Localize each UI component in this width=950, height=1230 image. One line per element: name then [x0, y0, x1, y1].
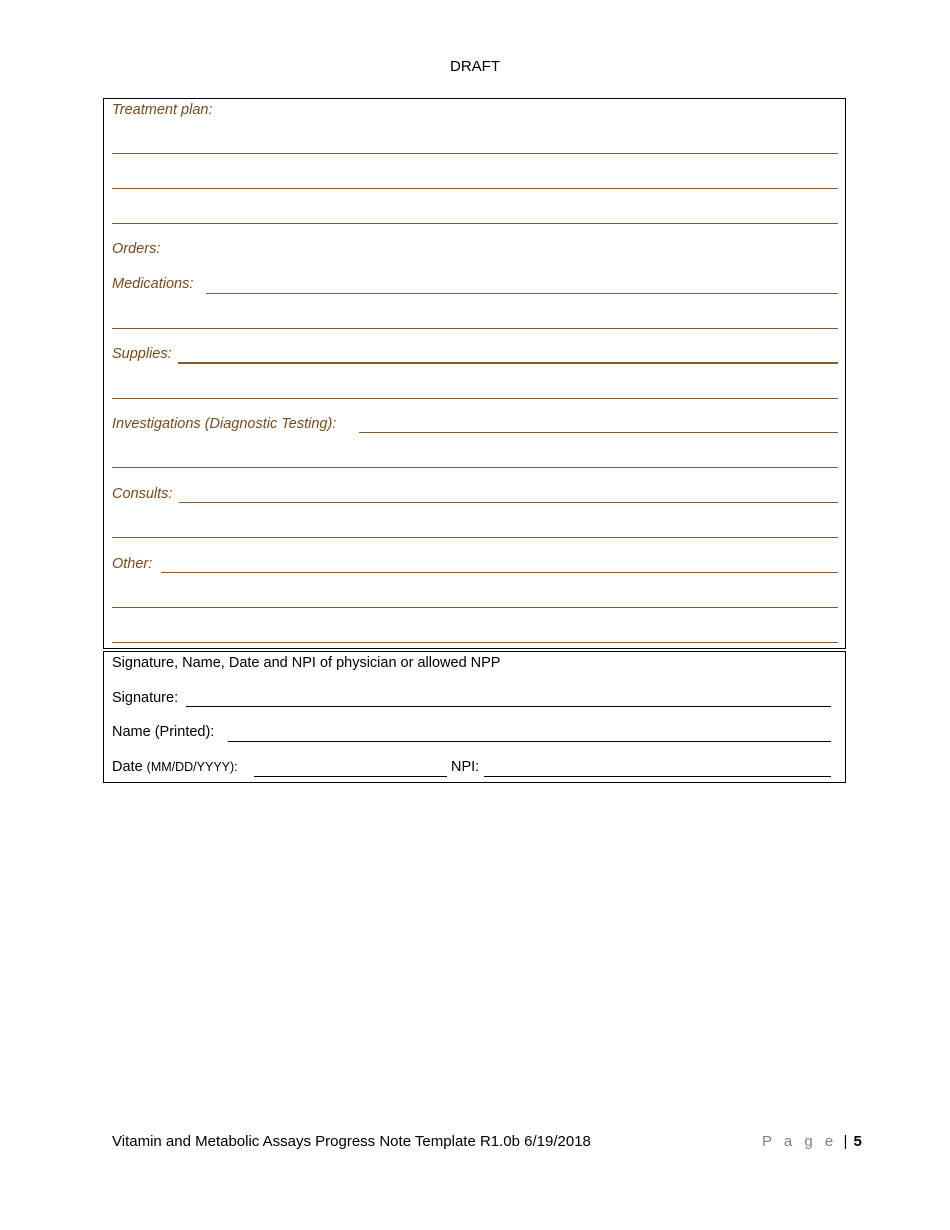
other-line-3[interactable] — [112, 642, 838, 643]
date-label — [112, 759, 238, 775]
name-printed-line[interactable] — [228, 741, 831, 742]
name-printed-label: Name (Printed): — [112, 724, 215, 740]
consults-label: Consults: — [112, 486, 173, 502]
medications-line-1[interactable] — [206, 293, 838, 294]
treatment-plan-line-2[interactable] — [112, 188, 838, 189]
medications-line-2[interactable] — [112, 328, 838, 329]
treatment-plan-label: Treatment plan: — [112, 102, 213, 118]
orders-label: Orders: — [112, 241, 161, 257]
date-line[interactable] — [254, 776, 447, 777]
page-number: 5 — [853, 1133, 862, 1150]
npi-label: NPI: — [451, 759, 480, 775]
treatment-plan-line-1[interactable] — [112, 153, 838, 154]
consults-line-1[interactable] — [179, 502, 838, 503]
other-line-1[interactable] — [161, 572, 838, 573]
supplies-line-2[interactable] — [112, 398, 838, 399]
signature-line[interactable] — [186, 706, 831, 707]
page-word: P a g e — [762, 1133, 838, 1150]
footer-page-indicator — [762, 1133, 862, 1150]
other-line-2[interactable] — [112, 607, 838, 608]
date-format-hint: (MM/DD/YYYY): — [146, 760, 238, 774]
investigations-line-2[interactable] — [112, 467, 838, 468]
treatment-plan-section — [103, 98, 846, 649]
npi-line[interactable] — [484, 776, 831, 777]
page-separator: | — [843, 1133, 848, 1150]
investigations-label: Investigations (Diagnostic Testing): — [112, 416, 337, 432]
footer-document-title: Vitamin and Metabolic Assays Progress Note Template R1.0b 6/19/2018 — [112, 1133, 591, 1150]
draft-header: DRAFT — [450, 58, 500, 75]
date-label-text: Date — [112, 759, 143, 775]
consults-line-2[interactable] — [112, 537, 838, 538]
other-label: Other: — [112, 556, 153, 572]
treatment-plan-line-3[interactable] — [112, 223, 838, 224]
signature-label: Signature: — [112, 690, 179, 706]
investigations-line-1[interactable] — [359, 432, 838, 433]
signature-section — [103, 651, 846, 783]
signature-heading: Signature, Name, Date and NPI of physician or allowed NPP — [112, 655, 501, 671]
medications-label: Medications: — [112, 276, 194, 292]
supplies-label: Supplies: — [112, 346, 172, 362]
supplies-line-1[interactable] — [178, 362, 838, 364]
